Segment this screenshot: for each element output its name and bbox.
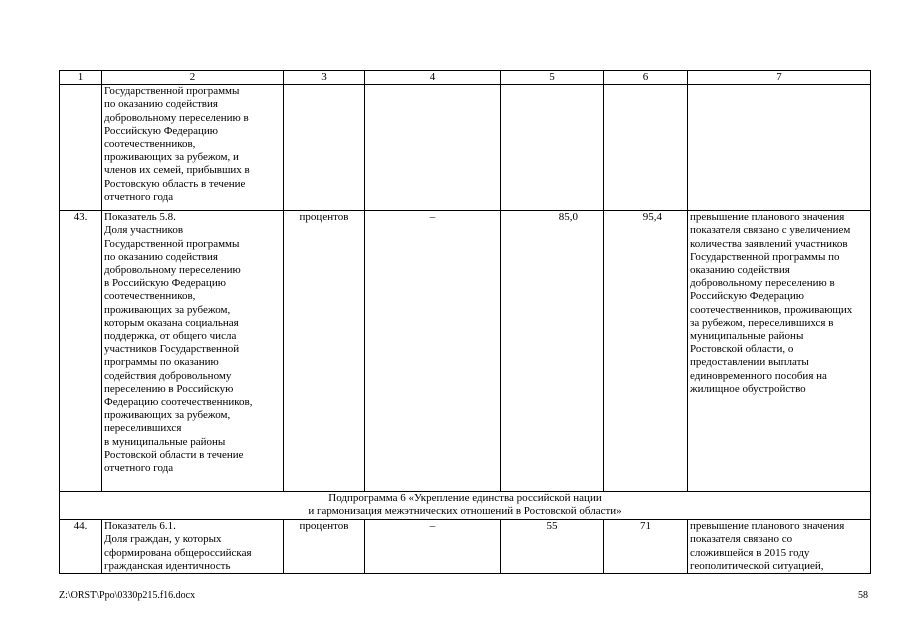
row-number: 44. xyxy=(60,520,102,574)
text-line: поддержка, от общего числа xyxy=(104,330,237,343)
column-number: 2 xyxy=(102,71,284,85)
text-line: показателя связано со xyxy=(690,533,793,546)
text-line: за рубежом, переселившихся в xyxy=(690,316,834,329)
text-line: переселению в Российскую xyxy=(104,382,234,395)
text-line: жилищное обустройство xyxy=(690,382,806,395)
indicator-name-cell xyxy=(102,85,284,211)
col5-cell: 85,0 xyxy=(501,211,604,492)
column-number: 4 xyxy=(365,71,501,85)
text-line: соотечественников, проживающих xyxy=(690,303,853,316)
unit-cell: процентов xyxy=(284,211,365,492)
text-line: превышение планового значения xyxy=(690,211,845,224)
col4-cell: – xyxy=(365,520,501,574)
text-line: по оказанию содействия xyxy=(104,98,218,111)
text-line: в муниципальные районы xyxy=(104,435,226,448)
text-line: сложившейся в 2015 году xyxy=(690,546,810,559)
col4-cell: – xyxy=(365,211,501,492)
table-row-continued xyxy=(60,85,871,211)
text-line: Ростовской области в течение xyxy=(104,448,244,461)
text-line: которым оказана социальная xyxy=(104,316,239,329)
text-line: сформирована общероссийская xyxy=(104,546,252,559)
text-line: в Российскую Федерацию xyxy=(104,277,226,290)
column-number: 6 xyxy=(604,71,688,85)
col6-cell: 95,4 xyxy=(604,211,688,492)
text-line: Российскую Федерацию xyxy=(104,124,218,137)
table-row-44 xyxy=(60,520,871,574)
column-number: 3 xyxy=(284,71,365,85)
text-line: муниципальные районы xyxy=(690,330,804,343)
text-line: Государственной программы по xyxy=(690,250,840,263)
text-line: гражданская идентичность xyxy=(104,559,231,572)
indicator-name-cell xyxy=(102,211,284,492)
text-line: Показатель 5.8. xyxy=(104,211,176,224)
text-line: оказанию содействия xyxy=(690,264,790,277)
note-cell xyxy=(688,85,871,211)
column-number: 5 xyxy=(501,71,604,85)
note-cell xyxy=(688,211,871,492)
text-line: программы по оказанию xyxy=(104,356,219,369)
text-line: Государственной программы xyxy=(104,85,240,98)
text-line: Ростовскую область в течение xyxy=(104,177,246,190)
subprogram-heading xyxy=(60,492,871,520)
text-line: отчетного года xyxy=(104,190,174,203)
text-line: проживающих за рубежом, xyxy=(104,303,231,316)
text-line: Российскую Федерацию xyxy=(690,290,804,303)
text-line: добровольному переселению в xyxy=(104,111,249,124)
text-line: по оказанию содействия xyxy=(104,250,218,263)
footer-file-path: Z:\ORST\Ppo\0330p215.f16.docx xyxy=(59,590,196,601)
text-line: Федерацию соотечественников, xyxy=(104,396,253,409)
col4-cell xyxy=(365,85,501,211)
indicator-name-cell xyxy=(102,520,284,574)
text-line: количества заявлений участников xyxy=(690,237,848,250)
text-line: добровольному переселению xyxy=(104,264,241,277)
text-line: Государственной программы xyxy=(104,237,240,250)
unit-cell: процентов xyxy=(284,520,365,574)
text-line: проживающих за рубежом, xyxy=(104,409,231,422)
text-line: Ростовской области, о xyxy=(690,343,794,356)
text-line: содействия добровольному xyxy=(104,369,232,382)
table-row-43 xyxy=(60,211,871,492)
indicator-table xyxy=(59,70,871,574)
col5-cell xyxy=(501,85,604,211)
text-line: соотечественников, xyxy=(104,138,196,151)
column-number: 1 xyxy=(60,71,102,85)
text-line: единовременного пособия на xyxy=(690,369,827,382)
text-line: участников Государственной xyxy=(104,343,240,356)
col6-cell: 71 xyxy=(604,520,688,574)
subprogram-title-line: и гармонизация межэтнических отношений в Ростовской области» xyxy=(308,505,622,518)
subprogram-title-line: Подпрограмма 6 «Укрепление единства российской нации xyxy=(328,492,602,505)
page-number: 58 xyxy=(858,590,868,601)
row-number: 43. xyxy=(60,211,102,492)
col5-cell: 55 xyxy=(501,520,604,574)
text-line: отчетного года xyxy=(104,462,174,475)
text-line: проживающих за рубежом, и xyxy=(104,151,239,164)
text-line: превышение планового значения xyxy=(690,520,845,533)
note-cell xyxy=(688,520,871,574)
text-line: Доля граждан, у которых xyxy=(104,533,222,546)
column-number-row xyxy=(60,71,871,85)
text-line: членов их семей, прибывших в xyxy=(104,164,250,177)
col6-cell xyxy=(604,85,688,211)
text-line: предоставлении выплаты xyxy=(690,356,809,369)
text-line: Показатель 6.1. xyxy=(104,520,176,533)
text-line: соотечественников, xyxy=(104,290,196,303)
text-line: переселившихся xyxy=(104,422,182,435)
unit-cell xyxy=(284,85,365,211)
text-line: показателя связано с увеличением xyxy=(690,224,851,237)
text-line: Доля участников xyxy=(104,224,184,237)
column-number: 7 xyxy=(688,71,871,85)
text-line: геополитической ситуацией, xyxy=(690,559,824,572)
text-line: добровольному переселению в xyxy=(690,277,835,290)
row-number-cell xyxy=(60,85,102,211)
subprogram-row xyxy=(60,492,871,520)
